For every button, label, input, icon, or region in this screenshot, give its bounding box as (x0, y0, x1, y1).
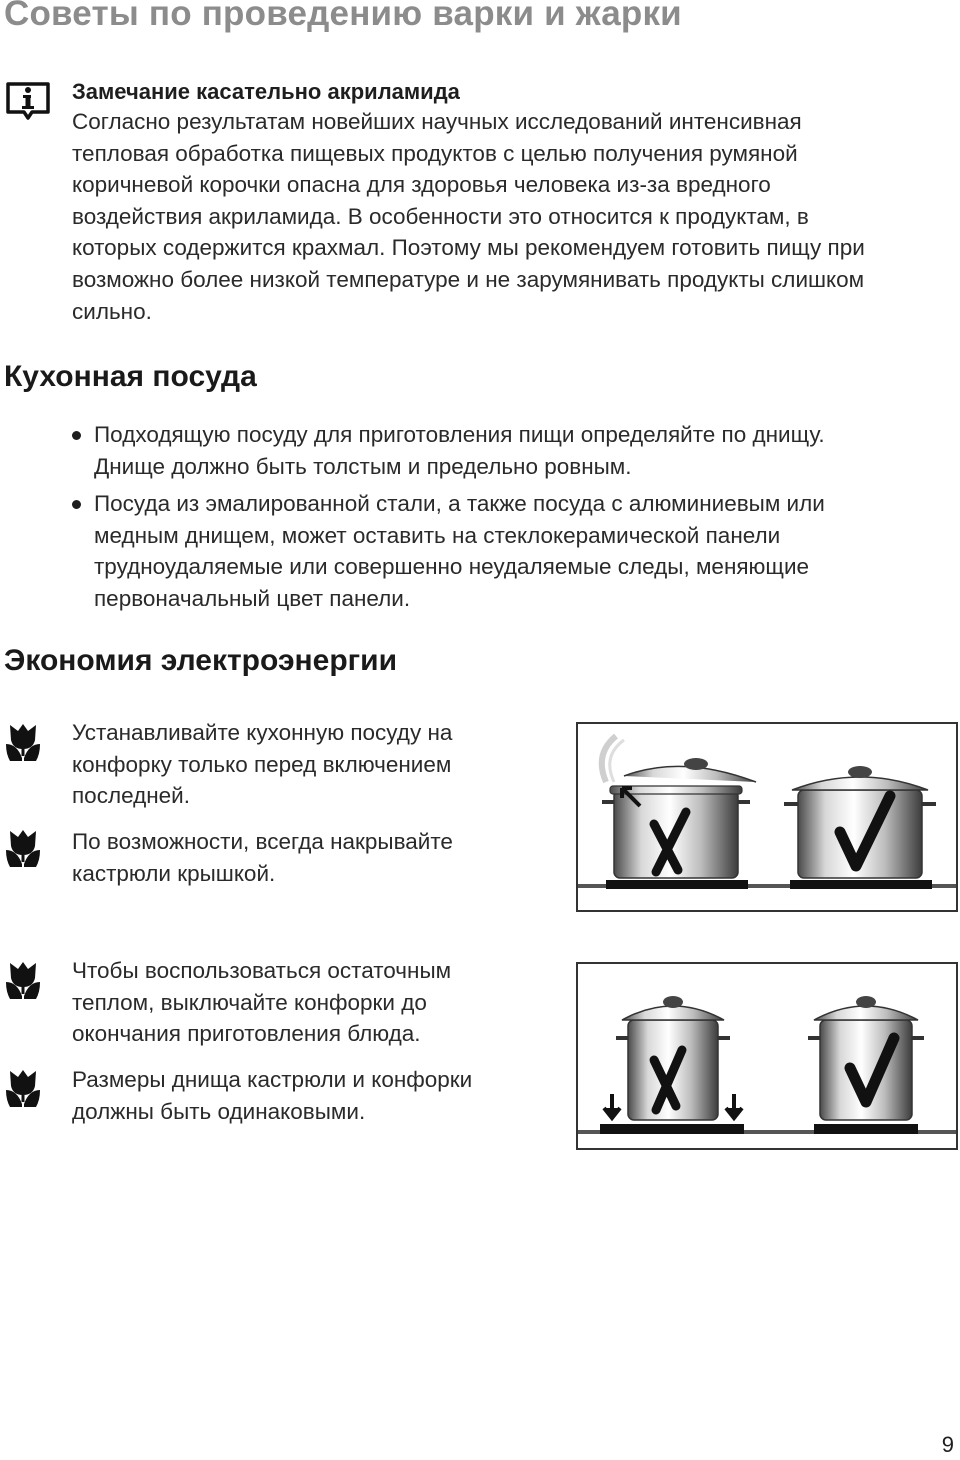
energy-tip (72, 826, 542, 889)
cookware-list (70, 419, 960, 621)
cookware-heading: Кухонная посуда (4, 360, 257, 393)
list-item (70, 419, 960, 482)
bullet-icon (72, 431, 81, 440)
tip-line: Устанавливайте кухонную посуду на (72, 720, 453, 745)
bullet-line: медным днищем, может оставить на стеклокерамической панели (94, 522, 781, 548)
tip-line: окончания приготовления блюда. (72, 1021, 421, 1047)
lid-comparison-illustration (576, 722, 958, 912)
bullet-icon (72, 500, 81, 509)
energy-heading: Экономия электроэнергии (4, 644, 398, 677)
environment-tulip-icon (4, 1068, 42, 1108)
bullet-line: первоначальный цвет панели. (94, 585, 411, 611)
environment-tulip-icon (4, 722, 42, 762)
tip-line: конфорку только перед включением (72, 751, 452, 777)
notice-line: коричневой корочки опасна для здоровья человека из-за вредного (72, 172, 771, 198)
pot-size-comparison-illustration (576, 962, 958, 1150)
notice-line: сильно. (72, 298, 152, 324)
energy-tip (72, 1064, 542, 1127)
notice-line: которых содержится крахмал. Поэтому мы рекомендуем готовить пищу при (72, 235, 865, 261)
page-number: 9 (941, 1432, 954, 1457)
tip-line: должны быть одинаковыми. (72, 1098, 366, 1124)
energy-tip (72, 955, 542, 1050)
info-icon (4, 80, 52, 120)
bullet-line: Подходящую посуду для приготовления пищи определяйте по днищу. (94, 422, 825, 447)
tip-line: кастрюли крышкой. (72, 860, 276, 886)
notice-body (72, 106, 960, 327)
acrylamide-notice (72, 78, 960, 327)
notice-line: воздействия акриламида. В особенности это относится к продуктам, в (72, 203, 809, 229)
energy-tip (72, 717, 542, 812)
bullet-line: трудноудаляемые или совершенно неудаляемые следы, меняющие (94, 554, 810, 580)
pot-matching-hob-illustration (808, 996, 924, 1120)
notice-line: тепловая обработка пищевых продуктов с целью получения румяной (72, 140, 798, 166)
notice-line: возможно более низкой температуре и не зарумянивать продукты слишком (72, 266, 865, 292)
tip-line: По возможности, всегда накрывайте (72, 829, 453, 854)
tip-line: теплом, выключайте конфорки до (72, 989, 427, 1015)
environment-tulip-icon (4, 960, 42, 1000)
bullet-line: Днище должно быть толстым и предельно ровным. (94, 453, 632, 479)
page-title: Советы по проведению варки и жарки (4, 0, 682, 33)
tip-line: Чтобы воспользоваться остаточным (72, 958, 452, 983)
notice-title: Замечание касательно акриламида (72, 79, 460, 104)
pot-with-lid-illustration (784, 766, 936, 878)
tip-line: последней. (72, 783, 190, 809)
bullet-line: Посуда из эмалированной стали, а также посуда с алюминиевым или (94, 491, 825, 517)
tip-line: Размеры днища кастрюли и конфорки (72, 1067, 473, 1092)
environment-tulip-icon (4, 828, 42, 868)
notice-line: Согласно результатам новейших научных исследований интенсивная (72, 109, 802, 134)
list-item (70, 488, 960, 614)
pot-without-lid-illustration (602, 736, 756, 878)
pot-smaller-than-hob-illustration (604, 996, 742, 1120)
